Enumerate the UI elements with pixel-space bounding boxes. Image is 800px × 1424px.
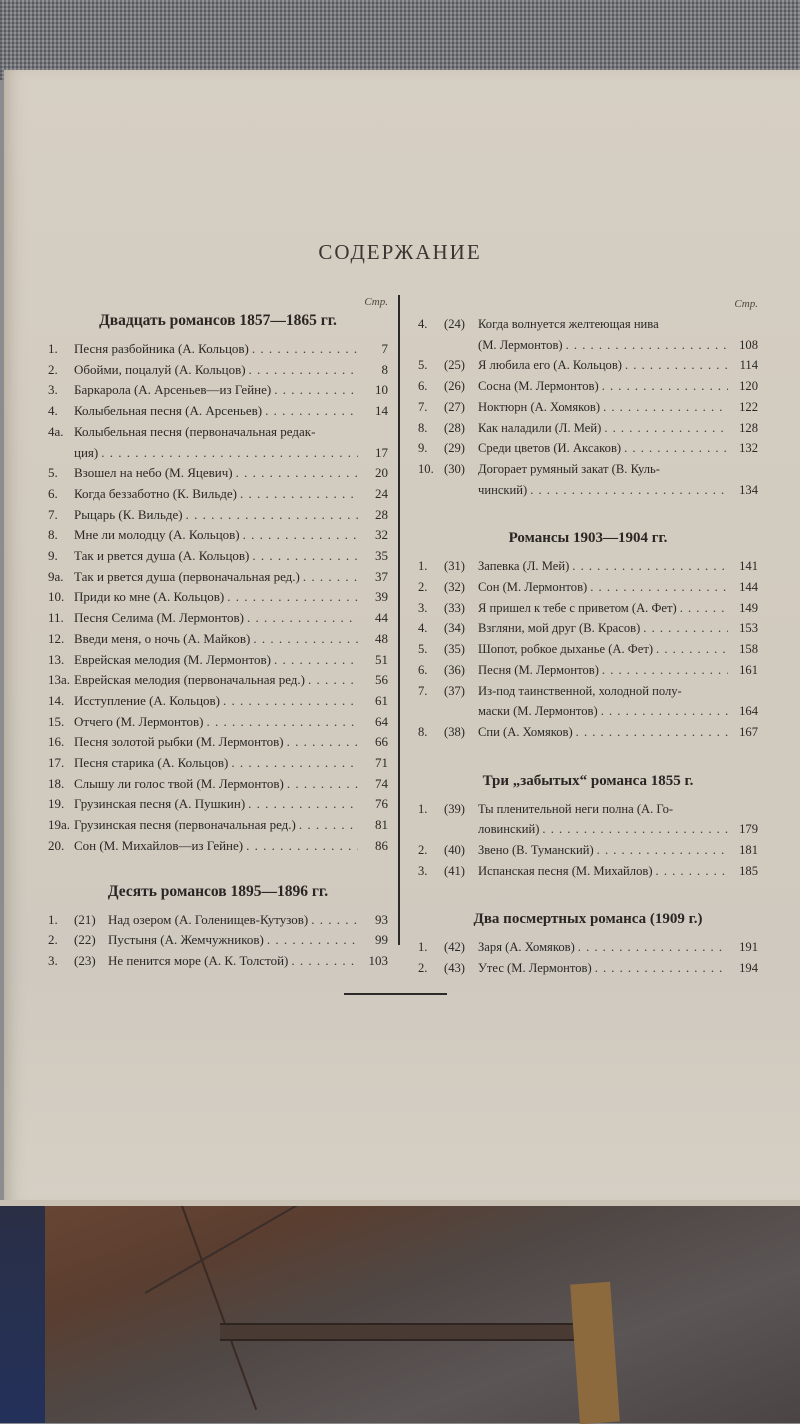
dot-leader [243,836,358,857]
entry-page-number: 164 [739,704,758,719]
entry-page-number: 24 [375,485,388,501]
toc-entry[interactable] [418,861,758,882]
entry-number: 7. [48,506,58,522]
entry-title-continued: маски (М. Лермонтов) [478,704,598,719]
entry-number: 20. [48,837,65,853]
entry-opus-number: (24) [444,317,465,331]
entry-opus-number: (25) [444,358,465,373]
entry-title-continued: чинский) [478,482,528,497]
toc-entry[interactable] [418,418,758,439]
entry-title: Испанская песня (М. Михайлов) [478,863,653,878]
entry-title: Рыцарь (К. Вильде) [74,506,183,522]
toc-entry[interactable] [418,840,758,861]
entry-number: 7. [418,399,428,414]
toc-entry[interactable] [418,577,758,598]
toc-entry[interactable] [48,401,388,422]
entry-number: 1. [418,801,428,816]
entry-number: 2. [418,961,428,976]
toc-entry[interactable] [48,774,388,795]
toc-entry[interactable] [48,587,388,608]
entry-title-continued: (М. Лермонтов) [478,337,563,352]
toc-right-column [418,298,758,1009]
toc-entry-line [418,480,758,501]
toc-entry[interactable] [48,794,388,815]
entry-page-number: 39 [375,589,388,605]
entry-page-number: 99 [375,932,388,948]
entry-number: 19а. [48,817,71,833]
entry-opus-number: (29) [444,441,465,456]
toc-entry[interactable] [48,650,388,671]
entry-page-number: 81 [375,817,388,833]
dot-leader [300,567,358,588]
entry-number: 5. [418,358,428,373]
entry-page-number: 10 [375,382,388,398]
entry-number: 3. [48,382,58,398]
entry-title: Еврейская мелодия (первоначальная ред.) [74,672,306,688]
toc-section [418,773,758,882]
entry-number: 6. [418,379,428,394]
entry-page-number: 179 [739,822,758,837]
toc-entry[interactable] [48,732,388,753]
page-column-label: Стр. [734,298,758,310]
dot-leader [245,794,358,815]
entry-title: Песня разбойника (А. Кольцов) [74,341,249,356]
entry-page-number: 185 [739,863,758,878]
dot-leader [563,335,728,356]
entry-title: Введи меня, о ночь (А. Майков) [74,630,251,646]
dot-leader [601,418,728,439]
toc-entry[interactable] [48,463,388,484]
dot-leader [228,753,358,774]
entry-title: Отчего (М. Лермонтов) [74,713,204,729]
section-heading: Десять романсов 1895—1896 гг. [107,882,329,900]
entry-number: 18. [48,775,65,791]
entry-number: 5. [48,465,58,481]
toc-entry[interactable] [48,670,388,691]
entry-opus-number: (26) [444,379,465,394]
entry-number: 1. [48,911,58,927]
entry-page-number: 120 [739,379,758,394]
toc-entry[interactable] [418,958,758,979]
dot-leader [262,401,358,422]
entry-title: Грузинская песня (А. Пушкин) [74,796,246,812]
entry-opus-number: (32) [444,580,465,595]
section-heading: Три „забытых“ романса 1855 г. [482,772,694,789]
toc-entry[interactable] [418,314,758,355]
entry-page-number: 149 [739,600,758,615]
entry-number: 4. [418,317,428,331]
entry-page-number: 44 [375,610,388,626]
entry-page-number: 7 [381,341,388,356]
entry-number: 3. [48,952,58,968]
entry-page-number: 134 [739,482,758,497]
entry-title: Утес (М. Лермонтов) [478,961,592,976]
entry-page-number: 51 [375,651,388,667]
entry-title: Спи (А. Хомяков) [478,724,573,739]
toc-entry-line [418,701,758,722]
entry-number: 6. [48,485,58,501]
entry-opus-number: (39) [444,801,465,816]
entry-title: Как наладили (Л. Мей) [478,420,602,435]
dot-leader [575,937,728,958]
dot-leader [284,732,358,753]
section-heading: Романсы 1903—1904 гг. [508,530,668,547]
toc-entry[interactable] [418,397,758,418]
dot-leader [233,463,358,484]
entry-number: 2. [48,932,58,948]
entry-title: Колыбельная песня (А. Арсеньев) [74,403,263,419]
entry-page-number: 93 [375,911,388,927]
entry-page-number: 158 [739,642,758,657]
entry-number: 8. [418,724,428,739]
entry-number: 9. [418,441,428,456]
entry-number: 12. [48,630,65,646]
entry-page-number: 161 [739,662,758,677]
toc-entry[interactable] [48,360,388,381]
toc-entry[interactable] [48,815,388,836]
toc-entry[interactable] [48,422,388,463]
entry-number: 1. [418,940,428,955]
entry-page-number: 191 [739,940,758,955]
dot-leader [598,701,728,722]
toc-entry-line [418,314,758,335]
entry-title: Шопот, робкое дыханье (А. Фет) [478,642,654,657]
entry-page-number: 144 [739,580,758,595]
toc-entry[interactable] [418,459,758,500]
dot-leader [240,525,358,546]
toc-entry[interactable] [418,355,758,376]
entry-title: Сосна (М. Лермонтов) [478,379,599,394]
entry-title: Так и рвется душа (первоначальная ред.) [74,568,300,584]
dot-leader [653,639,728,660]
dot-leader [237,484,358,505]
entry-page-number: 181 [739,843,758,858]
dot-leader [600,397,728,418]
entry-page-number: 48 [375,630,388,646]
entry-title: Колыбельная песня (первоначальная редак- [74,423,316,439]
toc-entry-line [418,799,758,820]
entry-title: Пустыня (А. Жемчужников) [108,932,264,948]
toc-entry[interactable] [48,691,388,712]
entry-page-number: 28 [375,506,388,522]
toc-entry[interactable] [48,753,388,774]
entry-page-number: 32 [375,527,388,543]
entry-title: Песня (М. Лермонтов) [478,662,599,677]
toc-entry[interactable] [418,556,758,577]
toc-entry[interactable] [48,380,388,401]
entry-title: Взгляни, мой друг (В. Красов) [478,621,641,636]
entry-title: Сон (М. Лермонтов) [478,580,588,595]
entry-number: 16. [48,734,65,750]
dot-leader [244,608,358,629]
entry-title: Еврейская мелодия (М. Лермонтов) [74,651,271,667]
toc-entry[interactable] [48,505,388,526]
toc-entry[interactable] [48,712,388,733]
entry-page-number: 103 [368,952,388,968]
entry-page-number: 141 [739,559,758,574]
entry-number: 10. [418,461,434,476]
entry-opus-number: (22) [74,932,96,948]
toc-entry[interactable] [418,598,758,619]
dot-leader [271,380,358,401]
page-edge [0,1200,800,1206]
entry-page-number: 56 [375,672,388,688]
entry-page-number: 122 [739,399,758,414]
entry-page-number: 132 [739,441,758,456]
entry-number: 9а. [48,568,64,584]
section-heading: Два посмертных романса (1909 г.) [473,911,703,928]
toc-entry[interactable] [418,937,758,958]
entry-title: Сон (М. Михайлов—из Гейне) [74,837,244,853]
toc-entry-line [48,422,388,443]
entry-title-continued: ция) [74,444,99,460]
entry-number: 3. [418,600,428,615]
toc-entry[interactable] [48,629,388,650]
entry-title: Песня Селима (М. Лермонтов) [74,610,244,626]
floor-background [0,1203,800,1423]
toc-section-continued [418,314,758,500]
entry-title: Слышу ли голос твой (М. Лермонтов) [74,775,284,791]
toc-entry[interactable] [48,484,388,505]
entry-number: 15. [48,713,65,729]
dot-leader [250,629,358,650]
toc-entry-line [418,335,758,356]
entry-page-number: 35 [375,548,388,564]
dot-leader [98,443,358,464]
dot-leader [308,910,358,931]
entry-number: 2. [418,843,428,858]
entry-opus-number: (30) [444,461,465,476]
toc-entry[interactable] [48,525,388,546]
toc-section [48,312,388,857]
entry-number: 3. [418,863,428,878]
dot-leader [599,376,728,397]
toc-left-column [48,296,388,992]
entry-page-number: 17 [375,444,388,460]
fabric-background [0,0,800,80]
entry-title-continued: ловинский) [478,822,540,837]
toc-entry[interactable] [48,546,388,567]
toc-entry[interactable] [48,836,388,857]
dot-leader [305,670,358,691]
toc-section [418,911,758,978]
entry-title: Я любила его (А. Кольцов) [478,358,622,373]
column-divider [398,295,400,945]
entry-number: 1. [418,559,428,574]
entry-title: Звено (В. Туманский) [478,843,594,858]
dot-leader [640,618,728,639]
toc-entry-line [418,819,758,840]
dot-leader [573,722,728,743]
toc-section [48,883,388,972]
entry-opus-number: (28) [444,420,465,435]
toc-entry[interactable] [48,951,388,972]
toc-section [418,530,758,742]
entry-number: 14. [48,692,65,708]
entry-opus-number: (42) [444,940,465,955]
entry-title: Когда беззаботно (К. Вильде) [74,485,238,501]
entry-title: Приди ко мне (А. Кольцов) [74,589,225,605]
toc-entry-line [418,459,758,480]
dot-leader [569,556,728,577]
dot-leader [621,438,728,459]
page-title: СОДЕРЖАНИЕ [318,240,482,264]
dot-leader [296,815,358,836]
dot-leader [249,339,358,360]
entry-page-number: 194 [739,961,758,976]
entry-title: Среди цветов (И. Аксаков) [478,441,622,456]
toc-entry[interactable] [48,930,388,951]
entry-page-number: 86 [375,837,388,853]
entry-page-number: 76 [375,796,388,812]
toc-entry-line [418,681,758,702]
dot-leader [539,819,728,840]
toc-entry-line [48,443,388,464]
entry-title: Когда волнуется желтеющая нива [478,317,659,331]
entry-opus-number: (41) [444,863,465,878]
entry-title: Заря (А. Хомяков) [478,940,575,955]
entry-number: 2. [418,580,428,595]
toc-entry[interactable] [48,567,388,588]
entry-title: Баркарола (А. Арсеньев—из Гейне) [74,382,272,398]
dot-leader [224,587,358,608]
entry-page-number: 66 [375,734,388,750]
section-heading: Двадцать романсов 1857—1865 гг. [99,312,337,329]
entry-number: 10. [48,589,65,605]
entry-number: 1. [48,341,58,356]
dot-leader [220,691,358,712]
entry-page-number: 128 [739,420,758,435]
entry-page-number: 167 [739,724,758,739]
entry-number: 17. [48,755,65,771]
entry-opus-number: (27) [444,399,465,414]
entry-title: Ты пленительной неги полна (А. Го- [478,801,674,816]
entry-page-number: 71 [375,755,388,771]
entry-opus-number: (40) [444,843,465,858]
dot-leader [599,660,728,681]
entry-page-number: 108 [739,337,758,352]
entry-number: 13а. [48,672,71,688]
entry-title: Песня золотой рыбки (М. Лермонтов) [74,734,284,750]
entry-number: 8. [418,420,428,435]
dot-leader [592,958,728,979]
entry-title: Я пришел к тебе с приветом (А. Фет) [478,600,677,615]
dot-leader [271,650,358,671]
entry-number: 7. [418,683,428,698]
entry-page-number: 153 [739,621,758,636]
entry-title: Взошел на небо (М. Яцевич) [74,465,233,481]
entry-title: Так и рвется душа (А. Кольцов) [74,548,250,564]
entry-opus-number: (35) [444,642,465,657]
toc-entry[interactable] [418,438,758,459]
toc-entry[interactable] [48,910,388,931]
dot-leader [204,712,359,733]
entry-page-number: 74 [375,775,388,791]
entry-page-number: 20 [375,465,388,481]
toc-entry[interactable] [48,608,388,629]
toc-entry[interactable] [418,639,758,660]
toc-entry[interactable] [418,799,758,840]
toc-entry[interactable] [418,722,758,743]
entry-title: Исступление (А. Кольцов) [74,692,220,708]
entry-opus-number: (33) [444,600,465,615]
entry-number: 4. [48,403,58,419]
blue-cloth [0,1203,45,1423]
dot-leader [246,360,358,381]
entry-opus-number: (38) [444,724,465,739]
dot-leader [622,355,728,376]
entry-number: 2. [48,361,58,377]
entry-number: 4. [418,621,428,636]
toc-entry[interactable] [418,376,758,397]
entry-title: Не пенится море (А. К. Толстой) [108,952,289,968]
entry-title: Ноктюрн (А. Хомяков) [478,399,601,414]
entry-page-number: 64 [375,713,388,729]
dot-leader [264,930,358,951]
entry-page-number: 14 [375,403,388,419]
entry-title: Обойми, поцалуй (А. Кольцов) [74,361,246,377]
entry-opus-number: (34) [444,621,465,636]
dot-leader [183,505,358,526]
entry-opus-number: (43) [444,961,465,976]
floor-molding [220,1323,580,1341]
leather-strap [570,1282,620,1424]
toc-entry[interactable] [418,681,758,722]
dot-leader [594,840,728,861]
entry-opus-number: (36) [444,662,465,677]
entry-number: 6. [418,662,428,677]
dot-leader [653,861,728,882]
entry-number: 11. [48,610,64,626]
entry-page-number: 37 [375,568,388,584]
page-column-label: Стр. [364,296,388,308]
dot-leader [284,774,358,795]
dot-leader [677,598,728,619]
entry-page-number: 61 [375,692,388,708]
dot-leader [288,951,358,972]
entry-opus-number: (37) [444,683,465,698]
dot-leader [527,480,728,501]
parquet-line [145,1202,302,1294]
entry-number: 5. [418,642,428,657]
entry-title: Над озером (А. Голенищев-Кутузов) [108,911,309,927]
dot-leader [587,577,728,598]
entry-number: 4а. [48,423,64,439]
entry-title: Грузинская песня (первоначальная ред.) [74,817,296,833]
entry-title: Запевка (Л. Мей) [478,559,570,574]
entry-opus-number: (31) [444,559,465,574]
entry-page-number: 114 [739,358,758,373]
entry-opus-number: (23) [74,952,96,968]
entry-page-number: 8 [381,361,388,377]
entry-title: Догорает румяный закат (В. Куль- [478,461,660,476]
entry-number: 19. [48,796,65,812]
dot-leader [249,546,358,567]
entry-number: 9. [48,548,58,564]
entry-opus-number: (21) [74,911,96,927]
entry-title: Мне ли молодцу (А. Кольцов) [74,527,240,543]
toc-entry[interactable] [418,618,758,639]
entry-number: 8. [48,527,58,543]
toc-entry[interactable] [418,660,758,681]
entry-number: 13. [48,651,65,667]
toc-entry[interactable] [48,339,388,360]
entry-title: Из-под таинственной, холодной полу- [478,683,682,698]
entry-title: Песня старика (А. Кольцов) [74,755,229,771]
